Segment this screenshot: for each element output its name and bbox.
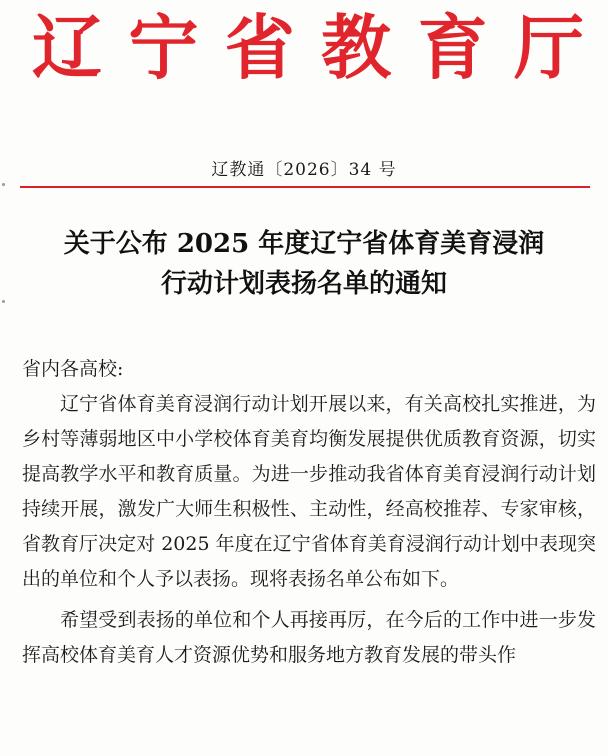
red-divider-line xyxy=(20,186,590,188)
salutation: 省内各高校: xyxy=(22,358,124,380)
scan-speck xyxy=(2,183,5,186)
header-char: 厅 xyxy=(513,6,584,89)
title-line-2: 行动计划表扬名单的通知 xyxy=(160,269,447,299)
issuer-header xyxy=(28,8,588,88)
header-char: 教 xyxy=(321,6,392,89)
body-paragraph-1: 辽宁省体育美育浸润行动计划开展以来，有关高校扎实推进，为乡村等薄弱地区中小学校体育美育均衡发展提供优质教育资源，切实提高教学水平和教育质量。为进一步推动我省体育美育浸润行动计划持续开展，激发广大师生积极性、主动性，经高校推荐、专家审核，省教育厅决定对 2025 年度在辽宁省体育美育浸润行动计划中表现突出的单位和个人予以表扬。现将表扬名单公布如下。 xyxy=(22,393,596,590)
header-char: 育 xyxy=(417,6,488,89)
notice-body xyxy=(22,352,596,673)
title-line-1: 关于公布 2025 年度辽宁省体育美育浸润 xyxy=(63,229,545,259)
body-paragraph-2: 希望受到表扬的单位和个人再接再厉，在今后的工作中进一步发挥高校体育美育人才资源优势和服务地方教育发展的带头作 xyxy=(22,609,596,666)
document-number: 辽教通〔2026〕34 号 xyxy=(211,160,397,180)
header-char: 省 xyxy=(224,6,295,89)
header-char: 宁 xyxy=(128,6,199,89)
notice-title xyxy=(0,224,608,304)
scan-speck xyxy=(2,300,5,303)
header-char: 辽 xyxy=(32,6,102,89)
